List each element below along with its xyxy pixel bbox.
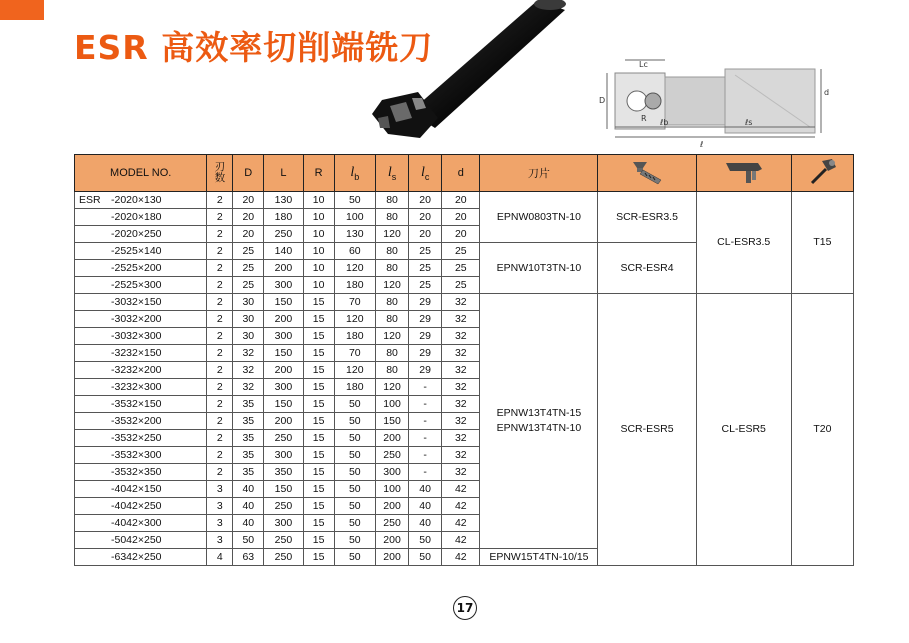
flutes-cell: 3	[207, 481, 233, 498]
lb-cell: 50	[334, 498, 375, 515]
header-insert: 刀片	[480, 155, 598, 192]
model-cell	[75, 226, 207, 243]
lc-cell: -	[409, 430, 442, 447]
r-cell: 15	[303, 328, 334, 345]
lc-cell: 25	[409, 277, 442, 294]
insert-code: EPNW13T4TN-15	[496, 407, 582, 419]
table-header-row	[75, 155, 854, 192]
d-shank-cell: 25	[442, 243, 480, 260]
lc-cell: 20	[409, 226, 442, 243]
d-shank-cell: 32	[442, 362, 480, 379]
l-cell: 250	[264, 532, 303, 549]
flutes-cell: 2	[207, 447, 233, 464]
r-cell: 10	[303, 192, 334, 209]
model-prefix: ESR	[79, 193, 101, 206]
lc-cell: 20	[409, 192, 442, 209]
lb-cell: 100	[334, 209, 375, 226]
ls-cell: 120	[376, 379, 409, 396]
header-lb: $l_b$	[334, 155, 375, 192]
r-cell: 15	[303, 447, 334, 464]
r-cell: 15	[303, 549, 334, 566]
d-cut-cell: 40	[233, 481, 264, 498]
d-shank-cell: 32	[442, 413, 480, 430]
d-cut-cell: 20	[233, 209, 264, 226]
wrench-cell-group2: CL-ESR5	[696, 294, 791, 566]
flutes-cell: 2	[207, 413, 233, 430]
ls-cell: 200	[376, 532, 409, 549]
d-cut-cell: 32	[233, 379, 264, 396]
lb-cell: 180	[334, 277, 375, 294]
lc-cell: 29	[409, 294, 442, 311]
l-cell: 150	[264, 345, 303, 362]
diagram-label-ls: ℓs	[745, 118, 753, 127]
model-cell	[75, 192, 207, 209]
lc-cell: 40	[409, 515, 442, 532]
header-key	[791, 155, 853, 192]
model-number: -3532×350	[111, 465, 162, 478]
l-cell: 250	[264, 498, 303, 515]
ls-cell: 200	[376, 549, 409, 566]
ls-cell: 250	[376, 447, 409, 464]
d-shank-cell: 42	[442, 532, 480, 549]
r-cell: 15	[303, 396, 334, 413]
d-shank-cell: 32	[442, 430, 480, 447]
header-model: MODEL NO.	[75, 155, 207, 192]
diagram-label-d-small: D	[599, 96, 606, 105]
d-shank-cell: 32	[442, 311, 480, 328]
lb-cell: 180	[334, 379, 375, 396]
ls-cell: 80	[376, 345, 409, 362]
table-row	[75, 192, 854, 209]
header-l: L	[264, 155, 303, 192]
r-cell: 15	[303, 413, 334, 430]
diagram-label-d-big: d	[824, 88, 830, 97]
lb-cell: 180	[334, 328, 375, 345]
d-cut-cell: 35	[233, 396, 264, 413]
l-cell: 200	[264, 413, 303, 430]
header-d-shank: d	[442, 155, 480, 192]
model-number: -4042×300	[111, 516, 162, 529]
insert-code: EPNW0803TN-10	[496, 210, 581, 223]
d-cut-cell: 40	[233, 515, 264, 532]
ls-cell: 300	[376, 464, 409, 481]
l-cell: 300	[264, 379, 303, 396]
d-cut-cell: 40	[233, 498, 264, 515]
l-cell: 200	[264, 311, 303, 328]
model-number: -3032×150	[111, 295, 162, 308]
model-number: -6342×250	[111, 550, 162, 563]
model-number: -5042×250	[111, 533, 162, 546]
lc-cell: 25	[409, 260, 442, 277]
lc-cell: 50	[409, 549, 442, 566]
model-cell	[75, 464, 207, 481]
l-cell: 350	[264, 464, 303, 481]
flutes-cell: 2	[207, 226, 233, 243]
d-shank-cell: 42	[442, 515, 480, 532]
lb-cell: 50	[334, 396, 375, 413]
model-number: -2020×130	[111, 193, 162, 206]
d-shank-cell: 32	[442, 396, 480, 413]
l-cell: 140	[264, 243, 303, 260]
lc-cell: 29	[409, 345, 442, 362]
ls-cell: 80	[376, 362, 409, 379]
model-cell	[75, 328, 207, 345]
r-cell: 15	[303, 362, 334, 379]
header-wrench	[696, 155, 791, 192]
header-ls: $l_s$	[376, 155, 409, 192]
flutes-cell: 3	[207, 515, 233, 532]
insert-cell-group1	[480, 192, 598, 243]
ls-cell: 250	[376, 515, 409, 532]
ls-cell: 80	[376, 311, 409, 328]
model-cell	[75, 209, 207, 226]
corner-tab	[0, 0, 44, 20]
lb-cell: 50	[334, 481, 375, 498]
flutes-cell: 2	[207, 209, 233, 226]
flutes-cell: 2	[207, 277, 233, 294]
header-r: R	[303, 155, 334, 192]
insert-cell-group4	[480, 549, 598, 566]
model-number: -2525×200	[111, 261, 162, 274]
ls-cell: 200	[376, 498, 409, 515]
l-cell: 200	[264, 260, 303, 277]
diagram-label-l: ℓ	[700, 140, 704, 149]
r-cell: 10	[303, 226, 334, 243]
d-cut-cell: 30	[233, 328, 264, 345]
model-cell	[75, 311, 207, 328]
model-number: -4042×150	[111, 482, 162, 495]
flutes-cell: 2	[207, 311, 233, 328]
d-shank-cell: 20	[442, 192, 480, 209]
r-cell: 15	[303, 464, 334, 481]
torx-key-icon	[804, 157, 840, 187]
d-shank-cell: 32	[442, 328, 480, 345]
l-cell: 300	[264, 328, 303, 345]
lb-cell: 60	[334, 243, 375, 260]
d-cut-cell: 35	[233, 413, 264, 430]
lb-cell: 50	[334, 532, 375, 549]
lb-cell: 70	[334, 294, 375, 311]
d-cut-cell: 30	[233, 311, 264, 328]
model-number: -3032×200	[111, 312, 162, 325]
lc-cell: 50	[409, 532, 442, 549]
page-title: ESR 高效率切削端铣刀	[74, 28, 434, 67]
model-number: -2525×300	[111, 278, 162, 291]
flutes-cell: 2	[207, 379, 233, 396]
l-cell: 150	[264, 294, 303, 311]
d-shank-cell: 42	[442, 481, 480, 498]
flutes-cell: 2	[207, 260, 233, 277]
header-d-cut: D	[233, 155, 264, 192]
screw-cell-group1: SCR-ESR3.5	[598, 192, 696, 243]
model-cell	[75, 345, 207, 362]
insert-code: EPNW13T4TN-10	[496, 422, 582, 434]
end-mill-photo	[360, 0, 570, 140]
l-cell: 250	[264, 549, 303, 566]
model-number: -3532×150	[111, 397, 162, 410]
diagram-label-lc: Lc	[639, 60, 648, 69]
d-shank-cell: 42	[442, 498, 480, 515]
key-cell-group1: T15	[791, 192, 853, 294]
lb-cell: 50	[334, 192, 375, 209]
lc-cell: 25	[409, 243, 442, 260]
l-cell: 300	[264, 277, 303, 294]
lc-cell: 29	[409, 362, 442, 379]
flutes-cell: 2	[207, 464, 233, 481]
lc-cell: -	[409, 413, 442, 430]
l-cell: 250	[264, 226, 303, 243]
table-row	[75, 294, 854, 311]
flutes-cell: 4	[207, 549, 233, 566]
d-cut-cell: 20	[233, 192, 264, 209]
lb-cell: 50	[334, 549, 375, 566]
ls-cell: 100	[376, 481, 409, 498]
model-number: -3232×150	[111, 346, 162, 359]
l-cell: 250	[264, 430, 303, 447]
header-screw	[598, 155, 696, 192]
flutes-cell: 2	[207, 345, 233, 362]
diagram-label-lb: ℓb	[660, 118, 669, 127]
model-number: -3232×200	[111, 363, 162, 376]
flutes-cell: 2	[207, 192, 233, 209]
lc-cell: 29	[409, 328, 442, 345]
d-cut-cell: 35	[233, 447, 264, 464]
r-cell: 15	[303, 294, 334, 311]
model-number: -3032×300	[111, 329, 162, 342]
lb-cell: 130	[334, 226, 375, 243]
model-cell	[75, 498, 207, 515]
lb-cell: 50	[334, 447, 375, 464]
dimension-diagram	[595, 55, 835, 150]
model-cell	[75, 430, 207, 447]
r-cell: 15	[303, 311, 334, 328]
ls-cell: 120	[376, 328, 409, 345]
l-cell: 130	[264, 192, 303, 209]
header-flutes: 刃数	[207, 155, 233, 192]
flutes-cell: 2	[207, 328, 233, 345]
lb-cell: 50	[334, 515, 375, 532]
ls-cell: 120	[376, 277, 409, 294]
insert-cell-group3	[480, 294, 598, 549]
d-shank-cell: 32	[442, 294, 480, 311]
lb-cell: 50	[334, 413, 375, 430]
r-cell: 15	[303, 498, 334, 515]
model-cell	[75, 396, 207, 413]
screw-cell-group3: SCR-ESR5	[598, 294, 696, 566]
d-shank-cell: 32	[442, 464, 480, 481]
d-shank-cell: 20	[442, 226, 480, 243]
ls-cell: 80	[376, 192, 409, 209]
key-cell-group2: T20	[791, 294, 853, 566]
d-cut-cell: 32	[233, 362, 264, 379]
lc-cell: -	[409, 396, 442, 413]
flutes-cell: 2	[207, 362, 233, 379]
r-cell: 15	[303, 379, 334, 396]
d-cut-cell: 25	[233, 277, 264, 294]
screw-cell-group2: SCR-ESR4	[598, 243, 696, 294]
lc-cell: 29	[409, 311, 442, 328]
model-cell	[75, 243, 207, 260]
l-cell: 150	[264, 396, 303, 413]
model-number: -3532×300	[111, 448, 162, 461]
r-cell: 15	[303, 345, 334, 362]
l-cell: 300	[264, 515, 303, 532]
lb-cell: 70	[334, 345, 375, 362]
lc-cell: 40	[409, 498, 442, 515]
lb-cell: 50	[334, 464, 375, 481]
flutes-cell: 2	[207, 430, 233, 447]
flutes-cell: 2	[207, 294, 233, 311]
d-shank-cell: 20	[442, 209, 480, 226]
header-lc: $l_c$	[409, 155, 442, 192]
flutes-cell: 2	[207, 243, 233, 260]
d-cut-cell: 35	[233, 464, 264, 481]
r-cell: 10	[303, 277, 334, 294]
model-cell	[75, 515, 207, 532]
ls-cell: 200	[376, 430, 409, 447]
model-cell	[75, 362, 207, 379]
d-cut-cell: 30	[233, 294, 264, 311]
r-cell: 10	[303, 260, 334, 277]
ls-cell: 150	[376, 413, 409, 430]
d-shank-cell: 32	[442, 447, 480, 464]
lc-cell: -	[409, 464, 442, 481]
model-number: -2020×250	[111, 227, 162, 240]
d-cut-cell: 50	[233, 532, 264, 549]
l-cell: 200	[264, 362, 303, 379]
model-cell	[75, 260, 207, 277]
ls-cell: 80	[376, 209, 409, 226]
model-cell	[75, 379, 207, 396]
flutes-cell: 3	[207, 498, 233, 515]
r-cell: 15	[303, 430, 334, 447]
lb-cell: 120	[334, 362, 375, 379]
model-cell	[75, 481, 207, 498]
d-cut-cell: 25	[233, 260, 264, 277]
screw-icon	[627, 158, 667, 186]
ls-cell: 80	[376, 260, 409, 277]
model-cell	[75, 294, 207, 311]
d-shank-cell: 42	[442, 549, 480, 566]
d-shank-cell: 25	[442, 260, 480, 277]
flutes-cell: 3	[207, 532, 233, 549]
model-number: -2020×180	[111, 210, 162, 223]
model-number: -4042×250	[111, 499, 162, 512]
ls-cell: 80	[376, 294, 409, 311]
model-cell	[75, 413, 207, 430]
lc-cell: -	[409, 379, 442, 396]
l-cell: 300	[264, 447, 303, 464]
model-number: -2525×140	[111, 244, 162, 257]
lb-cell: 120	[334, 311, 375, 328]
r-cell: 15	[303, 481, 334, 498]
r-cell: 10	[303, 243, 334, 260]
diagram-label-r: R	[641, 114, 647, 123]
r-cell: 15	[303, 515, 334, 532]
insert-code: EPNW15T4TN-10/15	[489, 550, 589, 563]
insert-code: EPNW10T3TN-10	[496, 261, 582, 274]
model-cell	[75, 447, 207, 464]
lb-cell: 120	[334, 260, 375, 277]
d-cut-cell: 32	[233, 345, 264, 362]
insert-cell-group2	[480, 243, 598, 294]
lc-cell: -	[409, 447, 442, 464]
d-shank-cell: 32	[442, 345, 480, 362]
d-shank-cell: 32	[442, 379, 480, 396]
page-number: 17	[453, 596, 477, 620]
d-cut-cell: 20	[233, 226, 264, 243]
model-number: -3532×250	[111, 431, 162, 444]
d-cut-cell: 63	[233, 549, 264, 566]
wrench-cell-group1: CL-ESR3.5	[696, 192, 791, 294]
d-cut-cell: 25	[233, 243, 264, 260]
wrench-icon	[722, 157, 766, 187]
r-cell: 10	[303, 209, 334, 226]
d-shank-cell: 25	[442, 277, 480, 294]
l-cell: 150	[264, 481, 303, 498]
lc-cell: 40	[409, 481, 442, 498]
ls-cell: 100	[376, 396, 409, 413]
r-cell: 15	[303, 532, 334, 549]
model-cell	[75, 277, 207, 294]
spec-table	[74, 154, 854, 566]
model-number: -3532×200	[111, 414, 162, 427]
l-cell: 180	[264, 209, 303, 226]
lc-cell: 20	[409, 209, 442, 226]
model-cell	[75, 549, 207, 566]
flutes-cell: 2	[207, 396, 233, 413]
model-cell	[75, 532, 207, 549]
ls-cell: 80	[376, 243, 409, 260]
lb-cell: 50	[334, 430, 375, 447]
model-number: -3232×300	[111, 380, 162, 393]
ls-cell: 120	[376, 226, 409, 243]
d-cut-cell: 35	[233, 430, 264, 447]
